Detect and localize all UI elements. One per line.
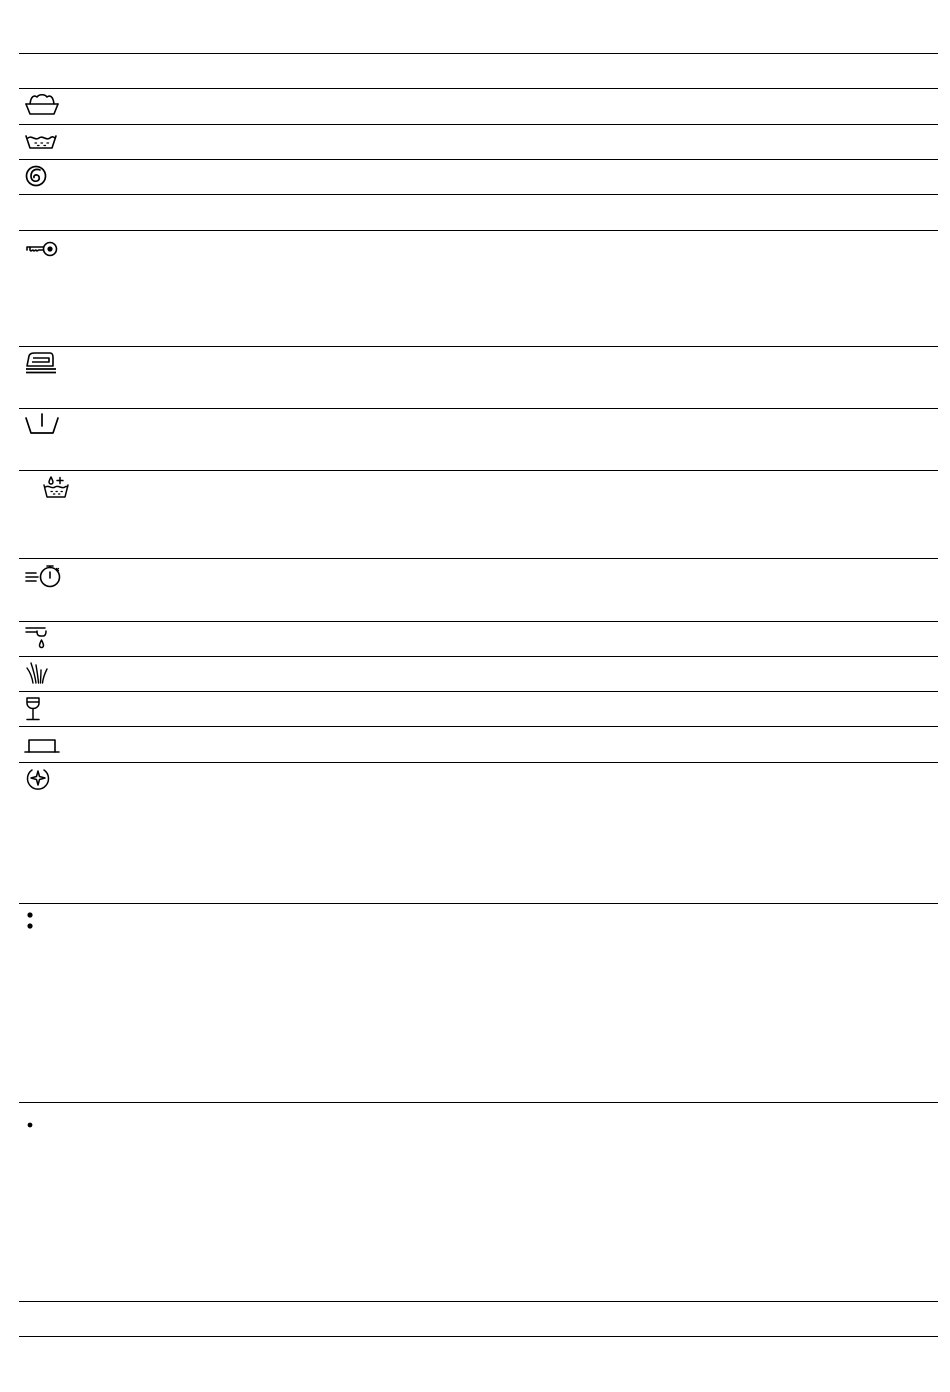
table-rule bbox=[19, 726, 938, 727]
table-rule bbox=[19, 762, 938, 763]
table-rule bbox=[19, 194, 938, 195]
iron-icon bbox=[25, 352, 57, 374]
table-rule bbox=[19, 1336, 938, 1337]
table-rule bbox=[19, 621, 938, 622]
table-rule bbox=[19, 656, 938, 657]
table-rule bbox=[19, 470, 938, 471]
table-rule bbox=[19, 903, 938, 904]
one-dot-icon bbox=[25, 1120, 35, 1130]
table-rule bbox=[19, 1102, 938, 1103]
sparkle-circle-icon bbox=[25, 767, 51, 791]
two-dots-icon bbox=[25, 910, 35, 932]
spin-icon bbox=[25, 165, 47, 187]
drain-basin-icon bbox=[25, 413, 59, 435]
wash-basin-icon bbox=[25, 134, 57, 150]
table-rule bbox=[19, 124, 938, 125]
tray-icon bbox=[24, 738, 60, 754]
reeds-icon bbox=[25, 662, 49, 684]
speed-timer-icon bbox=[25, 564, 61, 588]
key-lock-icon bbox=[25, 241, 58, 257]
table-rule bbox=[19, 1301, 938, 1302]
table-rule bbox=[19, 53, 938, 54]
table-rule bbox=[19, 346, 938, 347]
rinse-aid-icon bbox=[25, 626, 51, 650]
prewash-basin-icon bbox=[25, 94, 59, 116]
table-rule bbox=[19, 408, 938, 409]
extra-rinse-basin-icon bbox=[43, 476, 69, 498]
table-rule bbox=[19, 159, 938, 160]
table-rule bbox=[19, 88, 938, 89]
table-rule bbox=[19, 691, 938, 692]
table-rule bbox=[19, 558, 938, 559]
table-rule bbox=[19, 230, 938, 231]
wine-glass-icon bbox=[25, 697, 41, 721]
